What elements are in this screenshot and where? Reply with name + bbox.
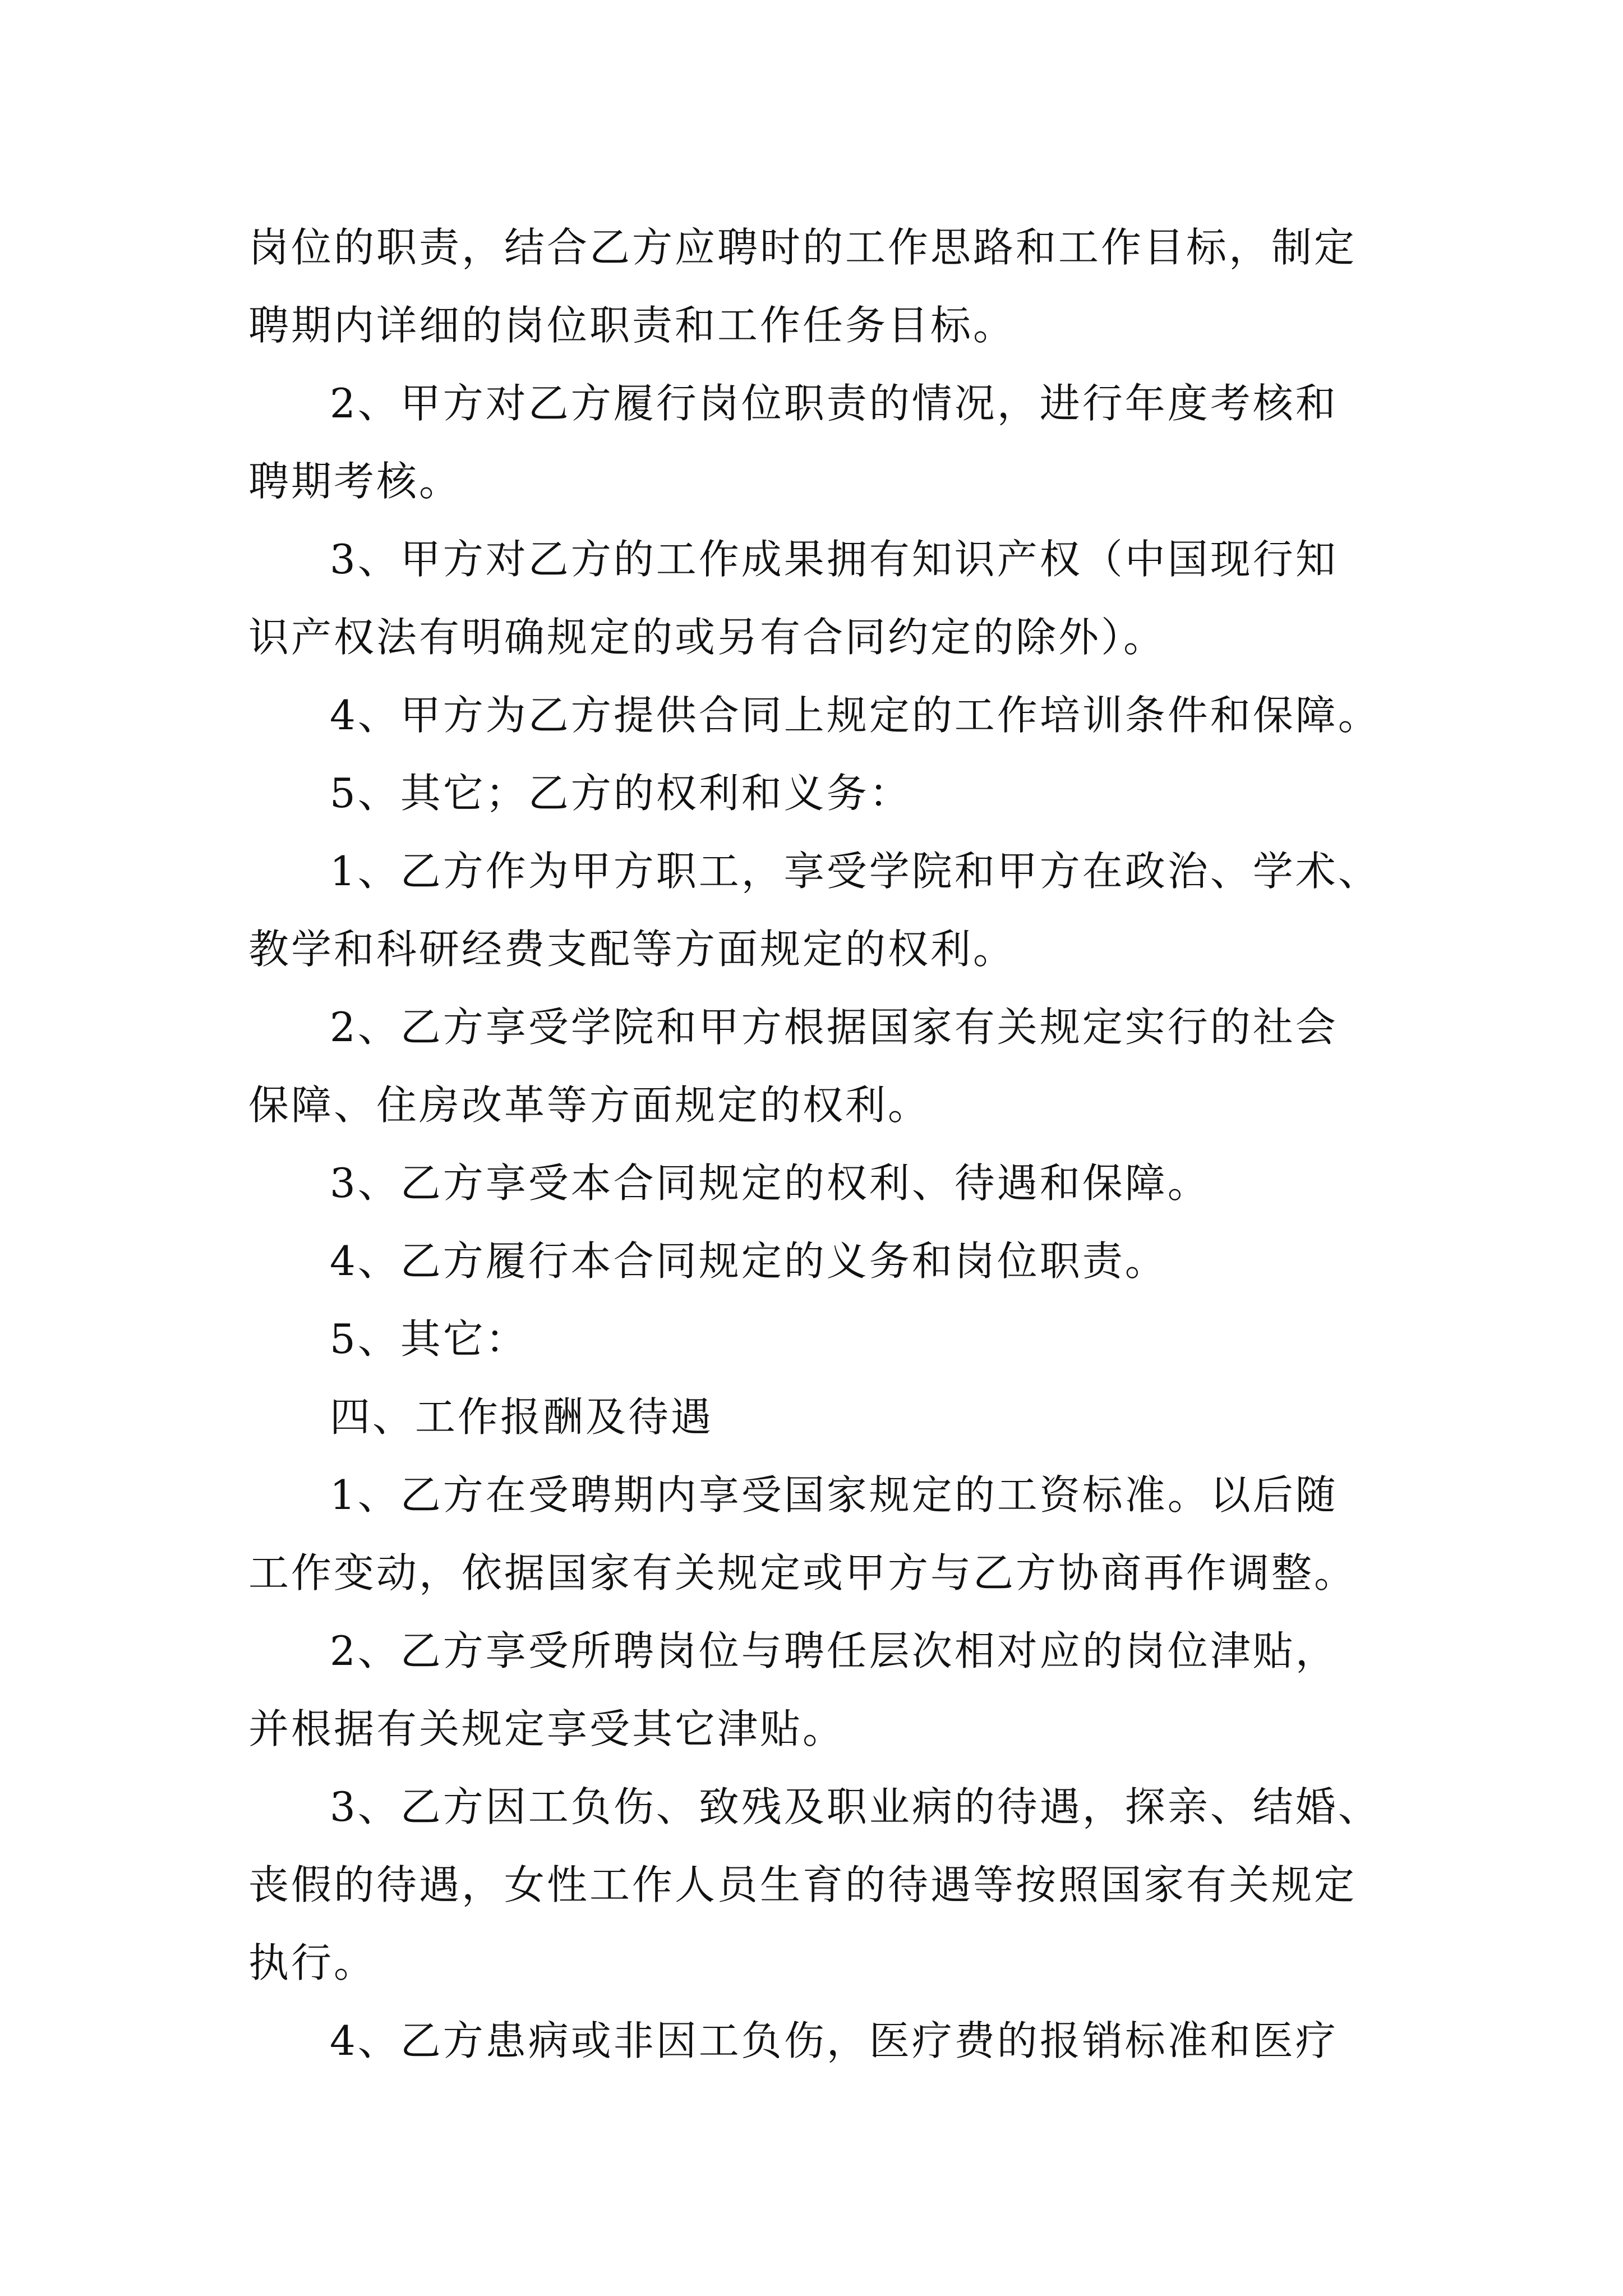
paragraph-line: 5、其它；乙方的权利和义务：: [330, 770, 912, 817]
paragraph-line: 4、甲方为乙方提供合同上规定的工作培训条件和保障。: [330, 692, 1381, 739]
paragraph-line: 2、乙方享受学院和甲方根据国家有关规定实行的社会: [330, 1004, 1338, 1051]
paragraph-line: 4、乙方患病或非因工负伤，医疗费的报销标准和医疗: [330, 2017, 1338, 2064]
text-line: 并根据有关规定享受其它津贴。: [248, 1705, 846, 1752]
paragraph-line: 2、乙方享受所聘岗位与聘任层次相对应的岗位津贴，: [330, 1627, 1338, 1674]
document-body: [248, 209, 1393, 2080]
text-line: 执行。: [248, 1939, 377, 1986]
paragraph-line: 4、乙方履行本合同规定的义务和岗位职责。: [330, 1237, 1168, 1285]
text-line: 教学和科研经费支配等方面规定的权利。: [248, 926, 1016, 973]
text-line: 丧假的待遇，女性工作人员生育的待遇等按照国家有关规定: [248, 1861, 1357, 1908]
paragraph-line: 3、乙方因工负伤、致残及职业病的待遇，探亲、结婚、: [330, 1783, 1381, 1830]
paragraph-line: 5、其它：: [330, 1315, 528, 1363]
text-line: 工作变动，依据国家有关规定或甲方与乙方协商再作调整。: [248, 1549, 1357, 1596]
text-line: 识产权法有明确规定的或另有合同约定的除外）。: [248, 614, 1166, 661]
paragraph-line: 3、乙方享受本合同规定的权利、待遇和保障。: [330, 1159, 1210, 1207]
paragraph-line: 3、甲方对乙方的工作成果拥有知识产权（中国现行知: [330, 536, 1338, 583]
paragraph-line: 1、乙方作为甲方职工，享受学院和甲方在政治、学术、: [330, 848, 1381, 895]
paragraph-line: 1、乙方在受聘期内享受国家规定的工资标准。以后随: [330, 1471, 1338, 1519]
section-heading: 四、工作报酬及待遇: [330, 1393, 714, 1441]
text-line: 岗位的职责，结合乙方应聘时的工作思路和工作目标，制定: [248, 224, 1357, 271]
paragraph-line: 2、甲方对乙方履行岗位职责的情况，进行年度考核和: [330, 380, 1338, 427]
text-line: 聘期内详细的岗位职责和工作任务目标。: [248, 302, 1016, 349]
text-line: 保障、住房改革等方面规定的权利。: [248, 1082, 931, 1129]
text-line: 聘期考核。: [248, 458, 462, 505]
